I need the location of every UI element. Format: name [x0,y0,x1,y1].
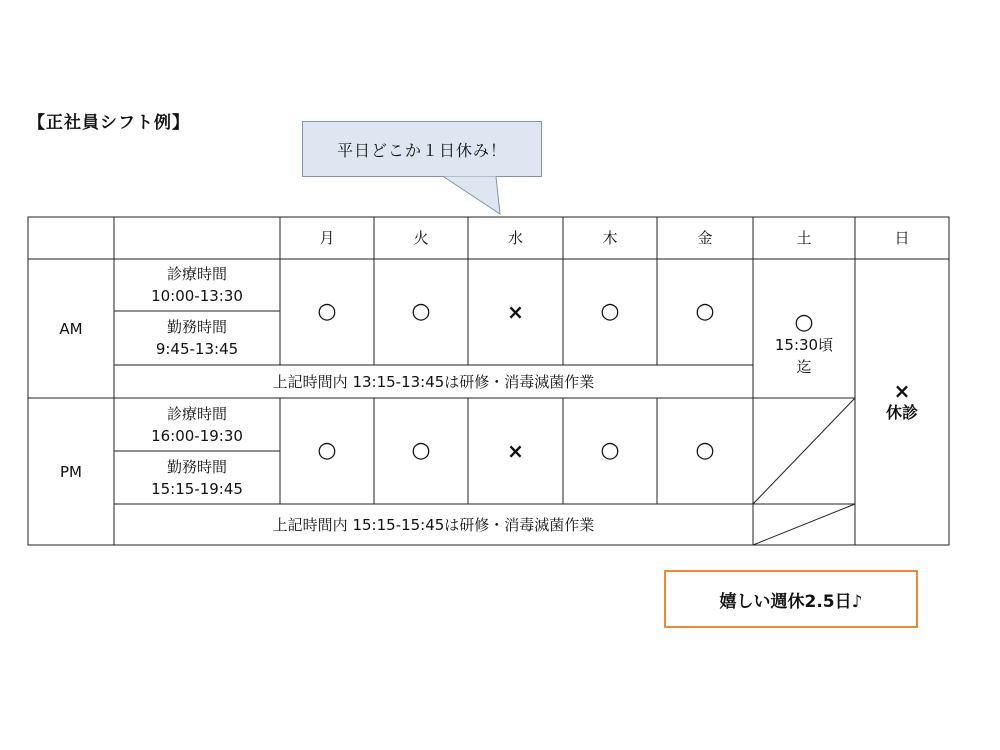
page-title: 【正社員シフト例】 [28,113,190,133]
am-label: AM [59,319,83,338]
am-mark-fri: ○ [695,299,715,324]
am-work-hours [114,311,280,365]
am-mark-sat: ○ [794,310,814,335]
day-header-fri: 金 [697,229,713,247]
am-consult-hours [114,259,280,311]
pm-mark-fri: ○ [695,438,715,463]
pm-mark-mon: ○ [317,438,337,463]
pm-mark-thu: ○ [600,438,620,463]
day-header-wed: 水 [507,229,523,247]
pm-consult-hours [114,398,280,451]
day-header-sat: 土 [796,229,812,247]
pm-consult-title: 診療時間 [166,404,227,423]
am-mark-wed: × [507,300,524,324]
callout-bubble: 平日どこか１日休み！ [302,121,542,177]
am-mark-thu: ○ [600,299,620,324]
day-header-tue: 火 [413,229,429,247]
pm-footnote: 上記時間内 15:15-15:45は研修・消毒滅菌作業 [272,515,595,534]
am-mark-mon: ○ [317,299,337,324]
pm-mark-wed: × [507,439,524,463]
am-sat-note-until: 迄 [796,358,812,376]
sunday-mark: × [893,379,911,403]
am-work-title: 勤務時間 [166,318,227,336]
pm-work-time: 15:15-19:45 [151,479,243,498]
am-sat-note-time: 15:30頃 [774,336,834,354]
sunday-note: 休診 [885,403,918,422]
am-mark-tue: ○ [411,299,431,324]
am-work-time: 9:45-13:45 [155,340,239,358]
pm-work-hours [114,451,280,504]
am-consult-time: 10:00-13:30 [151,287,243,305]
sunday-cell [855,370,949,434]
pm-mark-tue: ○ [411,438,431,463]
am-consult-title: 診療時間 [166,265,227,283]
day-header-mon: 月 [319,229,335,247]
pm-consult-time: 16:00-19:30 [151,426,243,445]
weekly-holiday-note: 嬉しい週休2.5日♪ [664,570,918,628]
am-footnote: 上記時間内 13:15-13:45は研修・消毒滅菌作業 [272,372,595,391]
am-saturday-cell [753,300,855,390]
pm-work-title: 勤務時間 [166,457,227,476]
day-header-thu: 木 [602,229,618,247]
pm-label: PM [60,462,82,481]
day-header-sun: 日 [894,229,910,247]
